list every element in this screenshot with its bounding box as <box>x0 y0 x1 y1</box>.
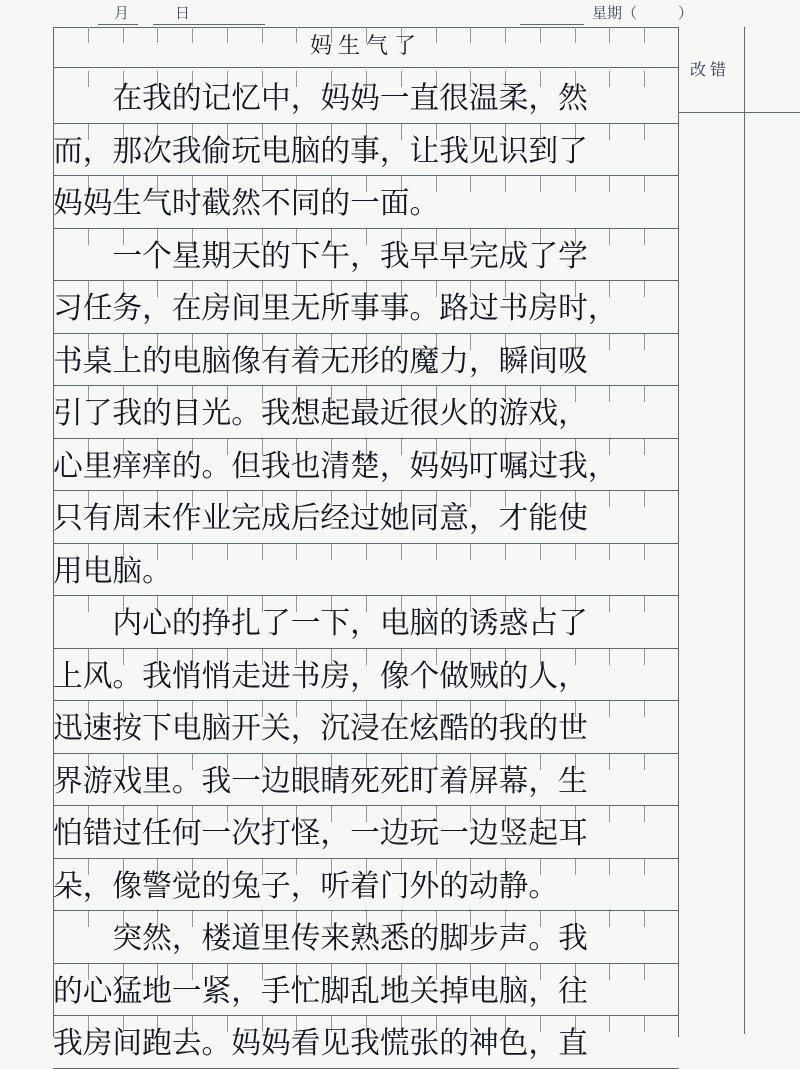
essay-line: 只有周末作业完成后经过她同意，才能使 <box>53 501 588 536</box>
essay-line: 朵，像警觉的兔子，听着门外的动静。 <box>53 868 559 904</box>
essay-line: 习任务，在房间里无所事事。路过书房时， <box>53 291 618 326</box>
essay-line: 用电脑。 <box>53 553 172 589</box>
weekday-close: ） <box>678 4 694 22</box>
essay-line: 的心猛地一紧，手忙脚乱地关掉电脑，往 <box>53 973 588 1009</box>
month-underline <box>98 24 138 25</box>
correction-label: 改错 <box>690 60 731 79</box>
essay-line: 上风。我悄悄走进书房，像个做贼的人， <box>53 658 588 694</box>
weekday-label: 星期（ <box>592 4 638 22</box>
essay-line: 我房间跑去。妈妈看见我慌张的神色，直 <box>53 1026 588 1061</box>
essay-line: 引了我的目光。我想起最近很火的游戏， <box>53 396 588 431</box>
essay-line: 怕错过任何一次打怪，一边玩一边竖起耳 <box>53 816 588 851</box>
margin-divider <box>679 112 800 113</box>
essay-line: 在我的记忆中，妈妈一直很温柔，然 <box>53 81 588 116</box>
essay-title: 妈生气了 <box>309 34 422 59</box>
essay-line: 心里痒痒的。但我也清楚，妈妈叮嘱过我， <box>53 448 618 484</box>
essay-line: 内心的挣扎了一下，电脑的诱惑占了 <box>53 606 588 641</box>
essay-line: 界游戏里。我一边眼睛死死盯着屏幕，生 <box>53 763 588 799</box>
month-label: 月 <box>114 4 130 22</box>
day-label: 日 <box>175 4 191 22</box>
weekday-underline <box>520 24 584 25</box>
essay-line: 迅速按下电脑开关，沉浸在炫酷的我的世 <box>53 711 588 746</box>
title-row-line <box>53 67 679 68</box>
day-underline <box>153 24 265 25</box>
essay-line: 妈妈生气时截然不同的一面。 <box>53 186 440 221</box>
essay-line: 一个星期天的下午，我早早完成了学 <box>53 238 588 274</box>
essay-line: 而，那次我偷玩电脑的事，让我见识到了 <box>53 133 588 169</box>
margin-rule <box>744 27 745 1034</box>
essay-line: 突然，楼道里传来熟悉的脚步声。我 <box>53 921 588 956</box>
correction-margin <box>679 27 800 1034</box>
essay-line: 书桌上的电脑像有着无形的魔力，瞬间吸 <box>53 343 588 379</box>
